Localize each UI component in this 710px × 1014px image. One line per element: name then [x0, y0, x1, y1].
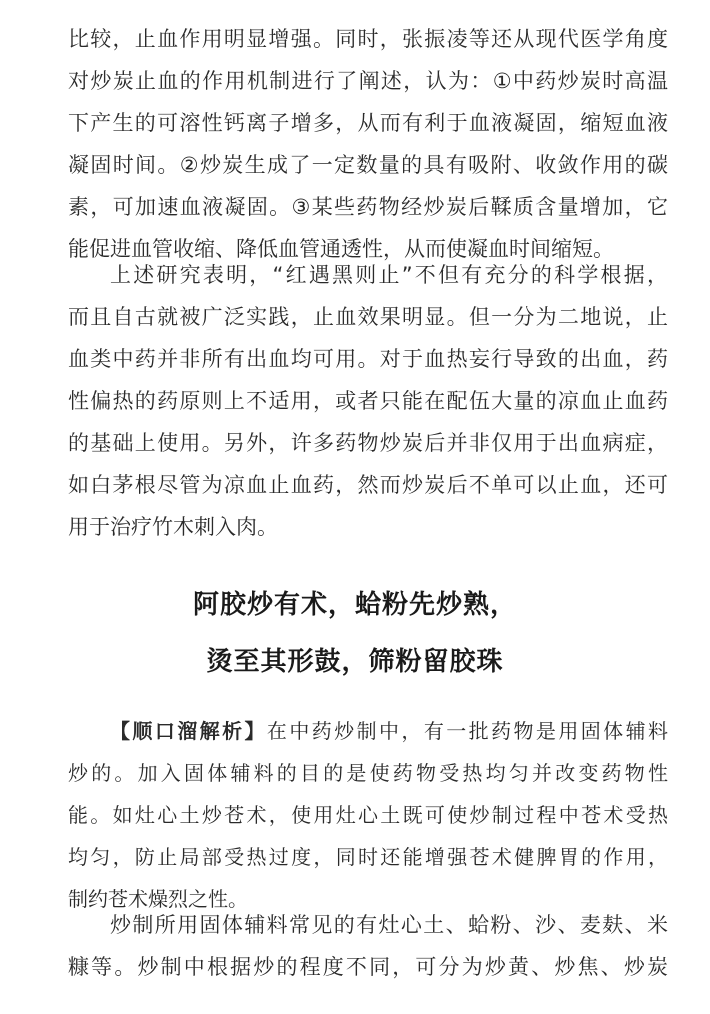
text-line: 性偏热的药原则上不适用，或者只能在配伍大量的凉血止血药 [68, 389, 668, 413]
paragraph-rhyme-analysis [68, 710, 668, 920]
text-line: 下产生的可溶性钙离子增多，从而有利于血液凝固，缩短血液 [68, 111, 668, 135]
text-line: 的基础上使用。另外，许多药物炒炭后并非仅用于出血病症， [68, 431, 668, 455]
text-line: 对炒炭止血的作用机制进行了阐述，认为：①中药炒炭时高温 [68, 69, 668, 93]
text-line: 能。如灶心土炒苍术，使用灶心土既可使炒制过程中苍术受热 [68, 803, 668, 827]
text-line: 素，可加速血液凝固。③某些药物经炒炭后鞣质含量增加，它 [68, 195, 668, 219]
text-line [68, 710, 668, 752]
text-segment: 在中药炒制中，有一批药物是用固体辅料 [266, 719, 669, 743]
text-line: 血类中药并非所有出血均可用。对于血热妄行导致的出血，药 [68, 347, 668, 371]
text-line: 用于治疗竹木刺入肉。 [68, 515, 278, 539]
text-line: 上述研究表明，“红遇黑则止”不但有充分的科学根据， [110, 263, 668, 287]
paragraph-solid-auxiliary [68, 904, 668, 988]
text-line: 能促进血管收缩、降低血管通透性，从而使凝血时间缩短。 [68, 237, 614, 261]
section-heading-line-2: 烫至其形鼓，筛粉留胶珠 [206, 647, 504, 677]
text-line: 制约苍术燥烈之性。 [68, 887, 248, 911]
text-line: 炒制所用固体辅料常见的有灶心土、蛤粉、沙、麦麸、米 [110, 913, 668, 937]
text-line: 凝固时间。②炒炭生成了一定数量的具有吸附、收敛作用的碳 [68, 153, 668, 177]
rhyme-analysis-tag: 【顺口溜解析】 [110, 719, 267, 743]
paragraph-research-summary [68, 254, 668, 548]
text-line: 炒的。加入固体辅料的目的是使药物受热均匀并改变药物性 [68, 761, 668, 785]
text-line: 均匀，防止局部受热过度，同时还能增强苍术健脾胃的作用， [68, 845, 668, 869]
text-line: 糠等。炒制中根据炒的程度不同，可分为炒黄、炒焦、炒炭 [68, 955, 668, 979]
paragraph-hemostasis-mechanism [68, 18, 668, 270]
text-line: 如白茅根尽管为凉血止血药，然而炒炭后不单可以止血，还可 [68, 473, 668, 497]
text-line: 而且自古就被广泛实践，止血效果明显。但一分为二地说，止 [68, 305, 668, 329]
text-line: 比较，止血作用明显增强。同时，张振凌等还从现代医学角度 [68, 27, 668, 51]
section-heading-line-1: 阿胶炒有术，蛤粉先炒熟， [192, 590, 517, 620]
